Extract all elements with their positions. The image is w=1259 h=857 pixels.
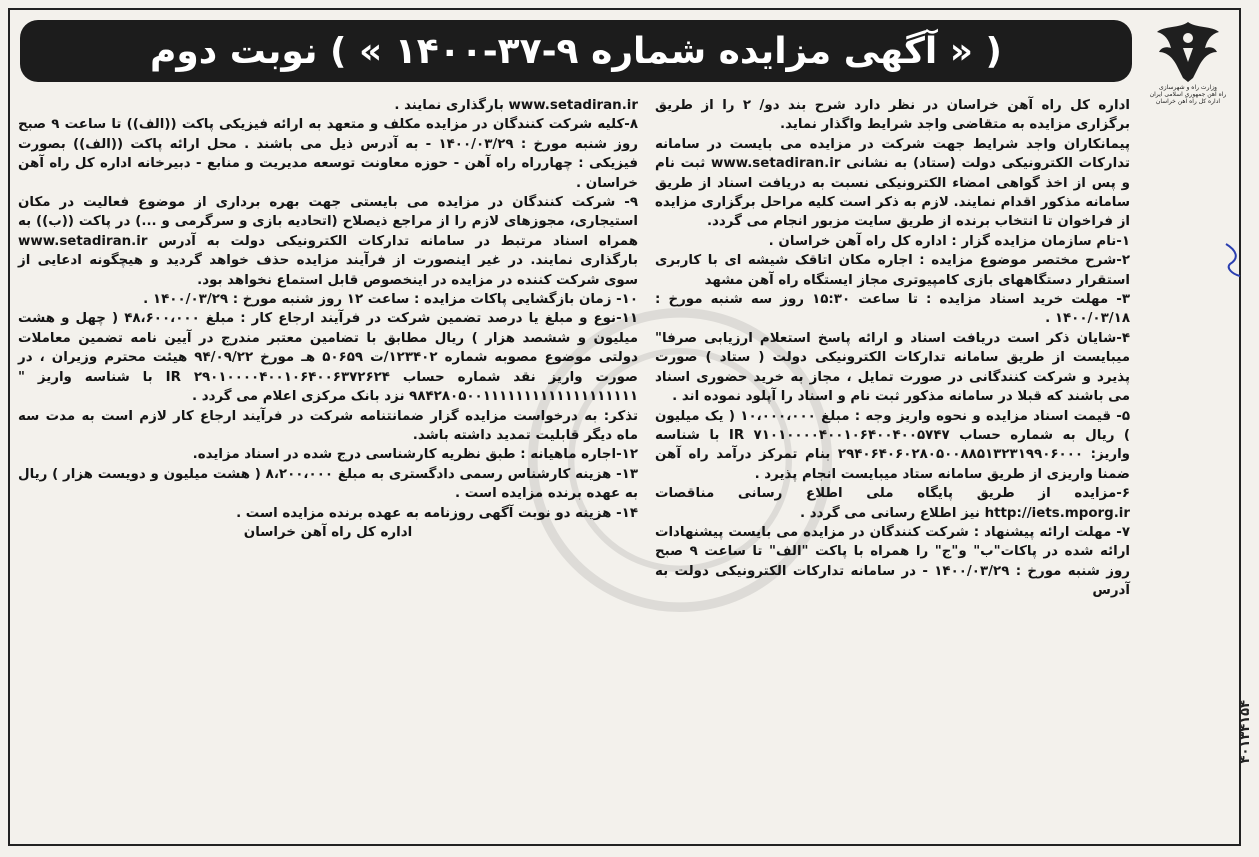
eagle-emblem-icon [1153, 18, 1223, 84]
logo-line-2: راه آهن جمهوری اسلامی ایران [1149, 91, 1227, 98]
paragraph-intro: اداره کل راه آهن خراسان در نظر دارد شرح بند دو/ ۲ را از طریق برگزاری مزایده به متقاضی واجد شرایط واگذار نماید. [655, 98, 1131, 133]
logo [1140, 18, 1236, 114]
item-2: ۲-شرح مختصر موضوع مزایده : اجاره مکان اتاقک شیشه ای با کاربری استقرار دستگاههای بازی کامپیوتری مجاز ایستگاه راه آهن مشهد [655, 253, 1130, 288]
logo-line-3: اداره کل راه آهن خراسان [1155, 98, 1221, 105]
note: تذکر: به درخواست مزایده گزار ضمانتنامه شرکت در فرآیند ارجاع کار لازم است به مدت سه ماه دیگر قابلیت تمدید داشته باشد. [18, 408, 638, 443]
item-7-continued: www.setadiran.ir بارگذاری نمایند . [394, 98, 638, 113]
title-banner [20, 20, 1132, 82]
item-11: ۱۱-نوع و مبلغ یا درصد تضمین شرکت در فرآیند ارجاع کار : مبلغ ۴۸،۶۰۰،۰۰۰ ( چهل و هشت میلیون و ششصد هزار ) ریال مطابق با تضامین معتبر مندرج در آیین نامه تضمین معاملات دولتی موضوع مصوبه شماره ۱۲۳۴۰۲/ت ۵۰۶۵۹ هـ مورخ ۹۴/۰۹/۲۲ هیئت محترم وزیران ، در صورت واریز نقد شماره حساب IR ۲۹۰۱۰۰۰۰۴۰۰۱۰۶۴۰۰۶۳۷۲۶۲۴ با شناسه واریز " ۹۸۴۲۸۰۵۰۰۱۱۱۱۱۱۱۱۱۱۱۱۱۱۱۱۱۱۱ نزد بانک مرکزی اعلام می گردد . [18, 311, 638, 405]
item-10: ۱۰- زمان بازگشایی پاکات مزایده : ساعت ۱۲ روز شنبه مورخ : ۱۴۰۰/۰۳/۲۹ . [143, 292, 638, 308]
item-9: ۹- شرکت کنندگان در مزایده می بایستی جهت بهره برداری از موضوع فعالیت در مکان استیجاری، مجوزهای لازم را از مراجع ذیصلاح (اتحادیه بازی و سرگرمی و ...) در پاکت ((ب)) به همراه اسناد مرتبط در سامانه تدارکات الکترونیکی دولت به آدرس www.setadiran.ir بارگذاری نمایند. در غیر اینصورت از فرآیند مزایده حذف خواهد گردید و هیچگونه ادعایی از سوی شرکت کننده در مزایده در اینخصوص قابل استماع نخواهد بود. [18, 195, 638, 288]
item-4: ۴-شایان ذکر است دریافت اسناد و ارائه پاسخ استعلام ارزیابی صرفا" میبایست از طریق سامانه تدارکات الکترونیکی دولت ( ستاد ) صورت پذیرد و شرکت کنندگانی در صورت تمایل ، مجاز به خرید حضوری اسناد می باشند که قبلا در سامانه مذکور ثبت نام و اسناد را آپلود نموده اند . [655, 330, 1130, 405]
item-14: ۱۴- هزینه دو نوبت آگهی روزنامه به عهده برنده مزایده است . [236, 505, 638, 521]
page-title: ( « آگهی مزایده شماره ۹-۳۷-۱۴۰۰ » ) نوبت دوم [150, 30, 1002, 72]
signature: اداره کل راه آهن خراسان [243, 524, 413, 540]
paragraph-registration: پیمانکاران واجد شرایط جهت شرکت در مزایده می بایست در سامانه تدارکات الکترونیکی دولت (ستاد) به نشانی www.setadiran.ir ثبت نام و پس از اخذ گواهی امضاء الکترونیکی نسبت به دریافت اسناد از طریق سامانه مذکور اقدام نمایند. لازم به ذکر است کلیه مراحل برگزاری مزایده از فراخوان تا انتخاب برنده از طریق سایت مزبور انجام می گردد. [655, 136, 1130, 230]
side-code: ۴۰۱۳۴۱۵۴ [1238, 700, 1253, 764]
item-1: ۱-نام سازمان مزایده گزار : اداره کل راه آهن خراسان . [768, 233, 1130, 249]
right-column [655, 96, 1130, 601]
pen-mark-icon [1222, 240, 1246, 280]
item-3: ۳- مهلت خرید اسناد مزایده : تا ساعت ۱۵:۳۰ روز سه شنبه مورخ : ۱۴۰۰/۰۳/۱۸ . [655, 292, 1130, 327]
left-column [18, 96, 638, 542]
item-6: ۶-مزایده از طریق پایگاه ملی اطلاع رسانی مناقصات http://iets.mporg.ir نیز اطلاع رسانی می گردد . [655, 486, 1130, 521]
item-13: ۱۳- هزینه کارشناس رسمی دادگستری به مبلغ ۸،۲۰۰،۰۰۰ ( هشت میلیون و دویست هزار ) ریال به عهده برنده مزایده است . [18, 466, 638, 502]
item-8: ۸-کلیه شرکت کنندگان در مزایده مکلف و متعهد به ارائه فیزیکی پاکت ((الف)) تا ساعت ۹ صبح روز شنبه مورخ : ۱۴۰۰/۰۳/۲۹ - به آدرس ذیل می باشند . محل ارائه پاکت ((الف)) بصورت فیزیکی : چهارراه راه آهن - حوزه معاونت توسعه مدیریت و منابع - دبیرخانه اداره کل راه آهن خراسان . [18, 117, 639, 191]
item-7: ۷- مهلت ارائه پیشنهاد : شرکت کنندگان در مزایده می بایست پیشنهادات ارائه شده در پاکات"ب" و"ج" را همراه با پاکت "الف" تا ساعت ۹ صبح روز شنبه مورخ : ۱۴۰۰/۰۳/۲۹ - در سامانه تدارکات الکترونیکی دولت به آدرس [655, 524, 1130, 599]
item-5: ۵- قیمت اسناد مزایده و نحوه واریز وجه : مبلغ ۱۰،۰۰۰،۰۰۰ ( یک میلیون ) ریال به شماره حساب IR ۷۱۰۱۰۰۰۰۴۰۰۱۰۶۴۰۰۴۰۰۵۷۴۷ با شناسه واریز: ۲۹۴۰۶۴۰۶۰۲۸۰۵۰۰۸۸۵۱۳۲۳۱۹۹۰۶۰۰۰ بنام تمرکز درآمد راه آهن ضمنا واریزی از طریق سامانه ستاد میبایست انجام پذیرد . [655, 408, 1131, 482]
logo-line-1: وزارت راه و شهرسازی [1159, 84, 1217, 91]
item-12: ۱۲-اجاره ماهیانه : طبق نظریه کارشناسی درج شده در اسناد مزایده. [192, 447, 638, 463]
